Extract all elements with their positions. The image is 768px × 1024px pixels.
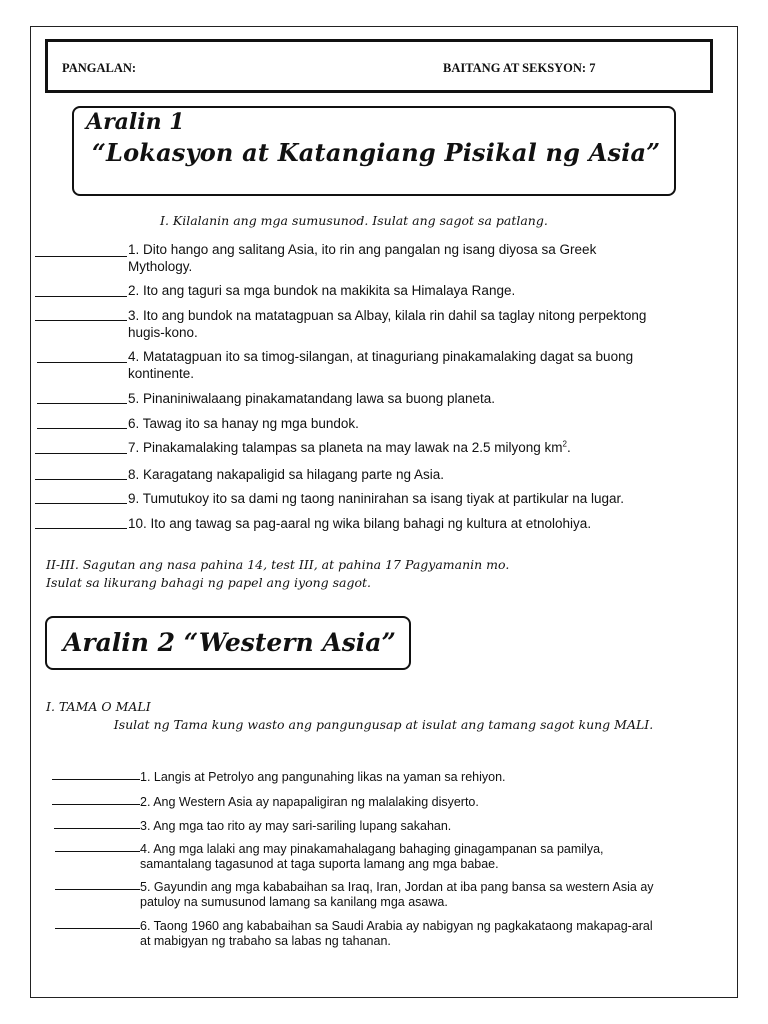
item-text-continued: samantalang tagasunod at taga suporta lamang ang mga babae. (140, 857, 499, 871)
name-label: PANGALAN: (62, 61, 137, 75)
item-text: 6. Taong 1960 ang kababaihan sa Saudi Arabia ay nabigyan ng pagkakataong makapag-aral (140, 919, 653, 933)
lesson-1-label: Aralin 1 (86, 109, 185, 135)
item-text: 4. Ang mga lalaki ang may pinakamahalagang bahaging ginagampanan sa pamilya, (140, 842, 604, 856)
section-2-3-line-2: Isulat sa likurang bahagi ng papel ang iyong sagot. (46, 575, 372, 590)
answer-blank[interactable] (37, 428, 127, 429)
answer-blank[interactable] (37, 362, 127, 363)
lesson-1-instruction: I. Kilalanin ang mga sumusunod. Isulat ang sagot sa patlang. (160, 213, 548, 228)
item-text: 3. Ang mga tao rito ay may sari-sariling lupang sakahan. (140, 819, 452, 833)
item-text-continued: hugis-kono. (128, 325, 198, 340)
item-text-continued: kontinente. (128, 366, 195, 381)
answer-blank[interactable] (35, 479, 127, 480)
answer-blank[interactable] (54, 828, 140, 829)
answer-blank[interactable] (52, 804, 140, 805)
lesson-2-title: Aralin 2 “Western Asia” (63, 628, 396, 657)
superscript-2: 2 (562, 439, 567, 449)
answer-blank[interactable] (35, 528, 127, 529)
answer-blank[interactable] (37, 403, 127, 404)
answer-blank[interactable] (52, 779, 140, 780)
answer-blank[interactable] (35, 296, 127, 297)
item-text: 2. Ang Western Asia ay napapaligiran ng malalaking disyerto. (140, 795, 479, 809)
answer-blank[interactable] (35, 256, 127, 257)
item-text: 3. Ito ang bundok na matatagpuan sa Albay, kilala rin dahil sa taglay nitong perpektong (128, 308, 647, 323)
grade-section-label: BAITANG AT SEKSYON: 7 (443, 61, 596, 75)
item-text: 2. Ito ang taguri sa mga bundok na makikita sa Himalaya Range. (128, 283, 516, 298)
answer-blank[interactable] (35, 453, 127, 454)
lesson-1-title: “Lokasyon at Katangiang Pisikal ng Asia” (92, 138, 661, 167)
item-text-continued: at mabigyan ng trabaho sa labas ng tahanan. (140, 934, 391, 948)
part-1-label: I. TAMA O MALI (46, 699, 151, 714)
item-text: 1. Langis at Petrolyo ang pangunahing likas na yaman sa rehiyon. (140, 770, 506, 784)
answer-blank[interactable] (55, 851, 140, 852)
item-text-main: 7. Pinakamalaking talampas sa planeta na may lawak na 2.5 milyong km (128, 440, 563, 455)
item-text: 6. Tawag ito sa hanay ng mga bundok. (128, 416, 359, 431)
item-text: 8. Karagatang nakapaligid sa hilagang parte ng Asia. (128, 467, 444, 482)
item-text: 1. Dito hango ang salitang Asia, ito rin ang pangalan ng isang diyosa sa Greek (128, 242, 597, 257)
item-text (128, 439, 571, 456)
item-text-continued: Mythology. (128, 259, 193, 274)
answer-blank[interactable] (55, 928, 140, 929)
item-text: 4. Matatagpuan ito sa timog-silangan, at tinaguriang pinakamalaking dagat sa buong (128, 349, 634, 364)
lesson-2-instruction: Isulat ng Tama kung wasto ang pangungusap at isulat ang tamang sagot kung MALI. (113, 717, 654, 732)
item-text: 10. Ito ang tawag sa pag-aaral ng wika bilang bahagi ng kultura at etnolohiya. (128, 516, 592, 531)
lesson-2-title-box (45, 616, 411, 670)
item-text: 9. Tumutukoy ito sa dami ng taong naninirahan sa isang tiyak at partikular na lugar. (128, 491, 625, 506)
item-text-continued: patuloy na sumusunod lamang sa kanilang mga asawa. (140, 895, 448, 909)
section-2-3-line-1: II-III. Sagutan ang nasa pahina 14, test III, at pahina 17 Pagyamanin mo. (46, 557, 510, 572)
answer-blank[interactable] (35, 503, 127, 504)
answer-blank[interactable] (35, 320, 127, 321)
item-text: 5. Gayundin ang mga kababaihan sa Iraq, Iran, Jordan at iba pang bansa sa western Asia ay (140, 880, 654, 894)
answer-blank[interactable] (55, 889, 140, 890)
section-2-3-instruction (46, 556, 509, 592)
item-text: 5. Pinaniniwalaang pinakamatandang lawa sa buong planeta. (128, 391, 496, 406)
item-text-period: . (566, 440, 571, 455)
lesson-1-title-box (72, 106, 676, 196)
student-info-box (45, 39, 713, 93)
